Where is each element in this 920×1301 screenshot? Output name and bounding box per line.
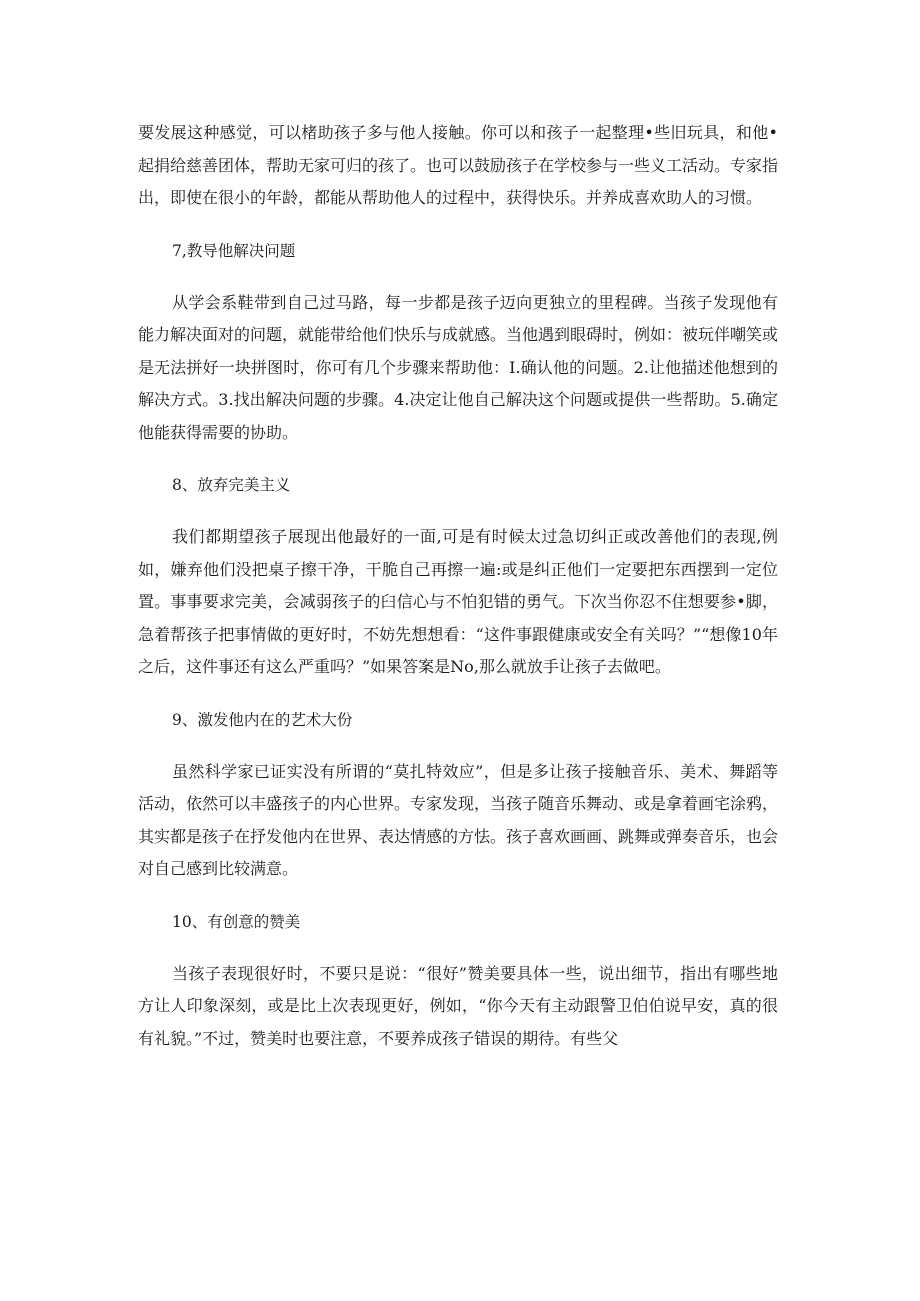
document-body	[138, 117, 778, 1055]
section-heading-7: 7,教导他解决问题	[172, 241, 296, 260]
intro-paragraph: 要发展这种感觉，可以楮助孩子多与他人接触。你可以和孩子一起整理•些旧玩具，和他•起捐给慈善团体，帮助无家可归的孩了。也可以鼓励孩子在学校参与一些义工活动。专家指出，即使在很小的年龄，都能从帮助他人的过程中，获得快乐。并养成喜欢助人的习惯。	[138, 123, 779, 207]
section-body-7: 从学会系鞋带到自己过马路，每一步都是孩子迈向更独立的里程碑。当孩子发现他有能力解决面对的问题，就能带给他们快乐与成就感。当他遇到眼碍时，例如：被玩伴嘲笑或是无法拼好一块拼图时，你可有几个步骤来帮助他：I.确认他的问题。2.让他描述他想到的解决方式。3.找出解决问题的步骤。4.决定让他自己解决这个问题或提供一些帮助。5.确定他能获得需要的协助。	[138, 292, 779, 442]
section-body-10: 当孩子表现很好时，不要只是说：“很好”赞美要具体一些，说出细节，指出有哪些地方让人印象深刻，或是比上次表现更好，例如，“你今天有主动跟警卫伯伯说早安，真的很有礼貌。”不过，赞美时也要注意，不要养成孩子错误的期待。有些父	[138, 963, 778, 1048]
section-heading-9: 9、激发他内在的艺术大份	[172, 710, 353, 729]
section-body-8: 我们都期望孩子展现出他最好的一面,可是有时候太过急切纠正或改善他们的表现,例如，嫌弃他们没把桌子擦干净，干脆自己再擦一遍:或是纠正他们一定要把东西摆到一定位置。事事要求完美，会减弱孩子的臼信心与不怕犯错的勇气。下次当你忍不住想要参•脚，急着帮孩子把事情做的更好时，不妨先想想看：“这件事跟健康或安全有关吗？”“想像10年之后，这件事还有这么严重吗？”如果答案是No,那么就放手让孩子去做吧。	[138, 527, 778, 676]
section-body-9: 虽然科学家已证实没有所谓的“莫扎特效应”，但是多让孩子接触音乐、美术、舞蹈等活动，依然可以丰盛孩子的内心世界。专家发现，当孩子随音乐舞动、或是拿着画宅涂鸦，其实都是孩子在抒发他内在世界、表达情感的方怯。孩子喜欢画画、跳舞或弹奏音乐，也会对自己感到比较满意。	[138, 761, 779, 878]
section-heading-10: 10、有创意的赞美	[172, 912, 301, 931]
section-heading-8: 8、放弃完美主义	[172, 476, 291, 494]
